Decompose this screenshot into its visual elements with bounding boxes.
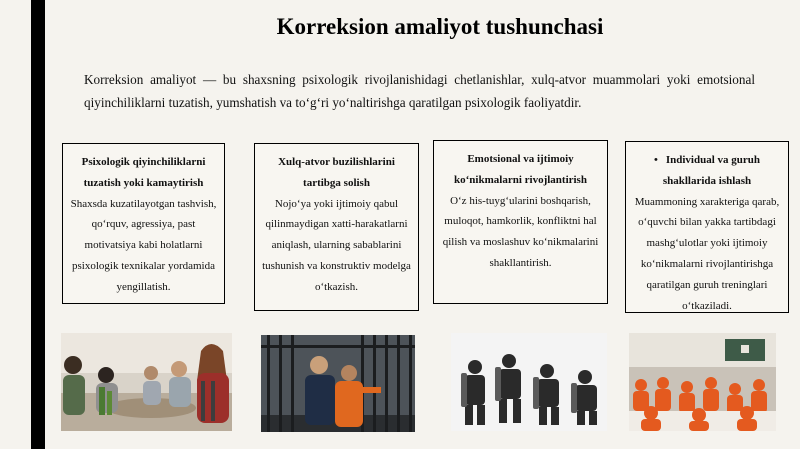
page-title: Korreksion amaliyot tushunchasi <box>276 14 604 39</box>
intro-paragraph: Korreksion amaliyot — bu shaxsning psixologik rivojlanishidagi chetlanishlar, xulq-atvor muammolari yoki emotsional qiyinchiliklarni tuzatish, yumshatish va to‘g‘ri yo‘naltirishga qaratilgan psixologik faoliyatdir. <box>84 72 755 110</box>
card-title-wrapper <box>632 150 782 192</box>
card-text: Muammoning xarakteriga qarab, o‘quvchi bilan yakka tartibdagi mashg‘ulotlar yoki ijtimoiy ko‘nikmalarni rivojlantirishga qaratilgan guruh treninglari o‘tkaziladi. <box>634 195 780 312</box>
card-text: O‘z his-tuyg‘ularini boshqarish, muloqot, hamkorlik, konfliktni hal qilish va moslashuv ko‘nikmalarini shakllantirish. <box>442 194 599 269</box>
card-text: Shaxsda kuzatilayotgan tashvish, qo‘rquv, agressiya, past motivatsiya kabi holatlarni psixologik texnikalar yordamida yengillatish. <box>70 197 217 293</box>
prison-cell-photo <box>261 335 415 432</box>
card-title: Individual va guruh shakllarida ishlash <box>662 154 760 187</box>
card-psychological-difficulties <box>62 143 225 304</box>
group-discussion-photo <box>61 333 232 431</box>
riot-police-photo <box>451 333 607 431</box>
bullet-icon: • <box>653 154 658 166</box>
card-emotional-social-skills <box>433 140 608 304</box>
card-behavior-disorders <box>254 143 419 311</box>
seminar-audience-photo <box>629 333 776 431</box>
accent-bar <box>31 0 45 449</box>
card-text: Nojo‘ya yoki ijtimoiy qabul qilinmaydigan xatti-harakatlarni aniqlash, ularning sabablarini tushunish va konstruktiv modelga o‘tkazish. <box>262 197 411 293</box>
card-title: Emotsional va ijtimoiy ko‘nikmalarni rivojlantirish <box>454 153 587 186</box>
card-individual-group-work <box>625 141 789 313</box>
card-title: Xulq-atvor buzilishlarini tartibga solish <box>278 156 395 189</box>
card-title: Psixologik qiyinchiliklarni tuzatish yoki kamaytirish <box>81 156 206 189</box>
